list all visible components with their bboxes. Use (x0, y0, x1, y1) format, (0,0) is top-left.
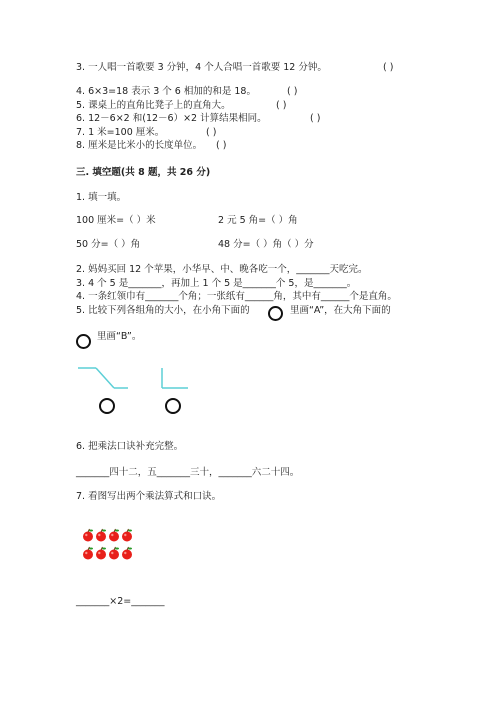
judge-q4-answer[interactable]: ( ) (287, 86, 298, 97)
answer-circle-icon (76, 334, 91, 349)
answer-circle-icon (268, 306, 283, 321)
fill-q4: 4. 一条红领巾有_______个角；一张纸有______角，其中有______个是直角。 (76, 291, 397, 302)
fill-q2: 2. 妈妈买回 12 个苹果，小华早、中、晚各吃一个，_______天吃完。 (76, 264, 368, 275)
judge-q7-answer[interactable]: ( ) (206, 127, 217, 138)
fill-q5-text: 5. 比较下列各组角的大小，在小角下面的 (76, 305, 250, 316)
fill-q6-title: 6. 把乘法口诀补充完整。 (76, 441, 184, 452)
apple-icon (82, 546, 94, 560)
judge-q4: 4. 6×3=18 表示 3 个 6 相加的和是 18。 (76, 86, 256, 97)
angle-figure-a (78, 368, 128, 413)
judge-q8: 8. 厘米是比米小的长度单位。 (76, 140, 203, 151)
fill-q5-text-3: 里画“B”。 (97, 331, 142, 342)
apple-icon (82, 528, 94, 542)
fill-q7-title: 7. 看图写出两个乘法算式和口诀。 (76, 491, 222, 502)
apple-icon (108, 546, 120, 560)
judge-q7: 7. 1 米=100 厘米。 (76, 127, 165, 138)
answer-circle-icon (166, 399, 180, 413)
fill-q1-c: 50 分=（ ）角 (76, 239, 141, 250)
apple-icon (95, 528, 107, 542)
apple-icon (95, 546, 107, 560)
fill-q3: 3. 4 个 5 是_______，再加上 1 个 5 是_______个 5，是_______。 (76, 278, 357, 289)
apple-icon (108, 528, 120, 542)
apple-icon (121, 528, 133, 542)
apple-group (82, 528, 142, 568)
fill-q1-b: 2 元 5 角=（ ）角 (218, 215, 298, 226)
fill-q1-title: 1. 填一填。 (76, 192, 127, 203)
angle-figure-b (162, 368, 188, 413)
judge-q3-answer[interactable]: ( ) (383, 62, 394, 73)
apple-icon (121, 546, 133, 560)
judge-q5-answer[interactable]: ( ) (276, 100, 287, 111)
fill-q7-line: _______×2=_______ (76, 596, 165, 607)
fill-q1-d: 48 分=（ ）角（ ）分 (218, 239, 314, 250)
judge-q6-answer[interactable]: ( ) (310, 113, 321, 124)
angle-figures (70, 362, 210, 418)
section-title: 三. 填空题(共 8 题，共 26 分) (76, 167, 211, 178)
judge-q6: 6. 12－6×2 和(12－6）×2 计算结果相同。 (76, 113, 267, 124)
fill-q6-line: _______四十二，五_______三十，_______六二十四。 (76, 467, 300, 478)
fill-q5-text-2: 里画“A”，在大角下面的 (290, 305, 391, 316)
fill-q1-a: 100 厘米=（ ）米 (76, 215, 156, 226)
answer-circle-icon (100, 399, 114, 413)
judge-q8-answer[interactable]: ( ) (216, 140, 227, 151)
judge-q3: 3. 一人唱一首歌要 3 分钟，4 个人合唱一首歌要 12 分钟。 (76, 62, 327, 73)
judge-q5: 5. 课桌上的直角比凳子上的直角大。 (76, 100, 231, 111)
